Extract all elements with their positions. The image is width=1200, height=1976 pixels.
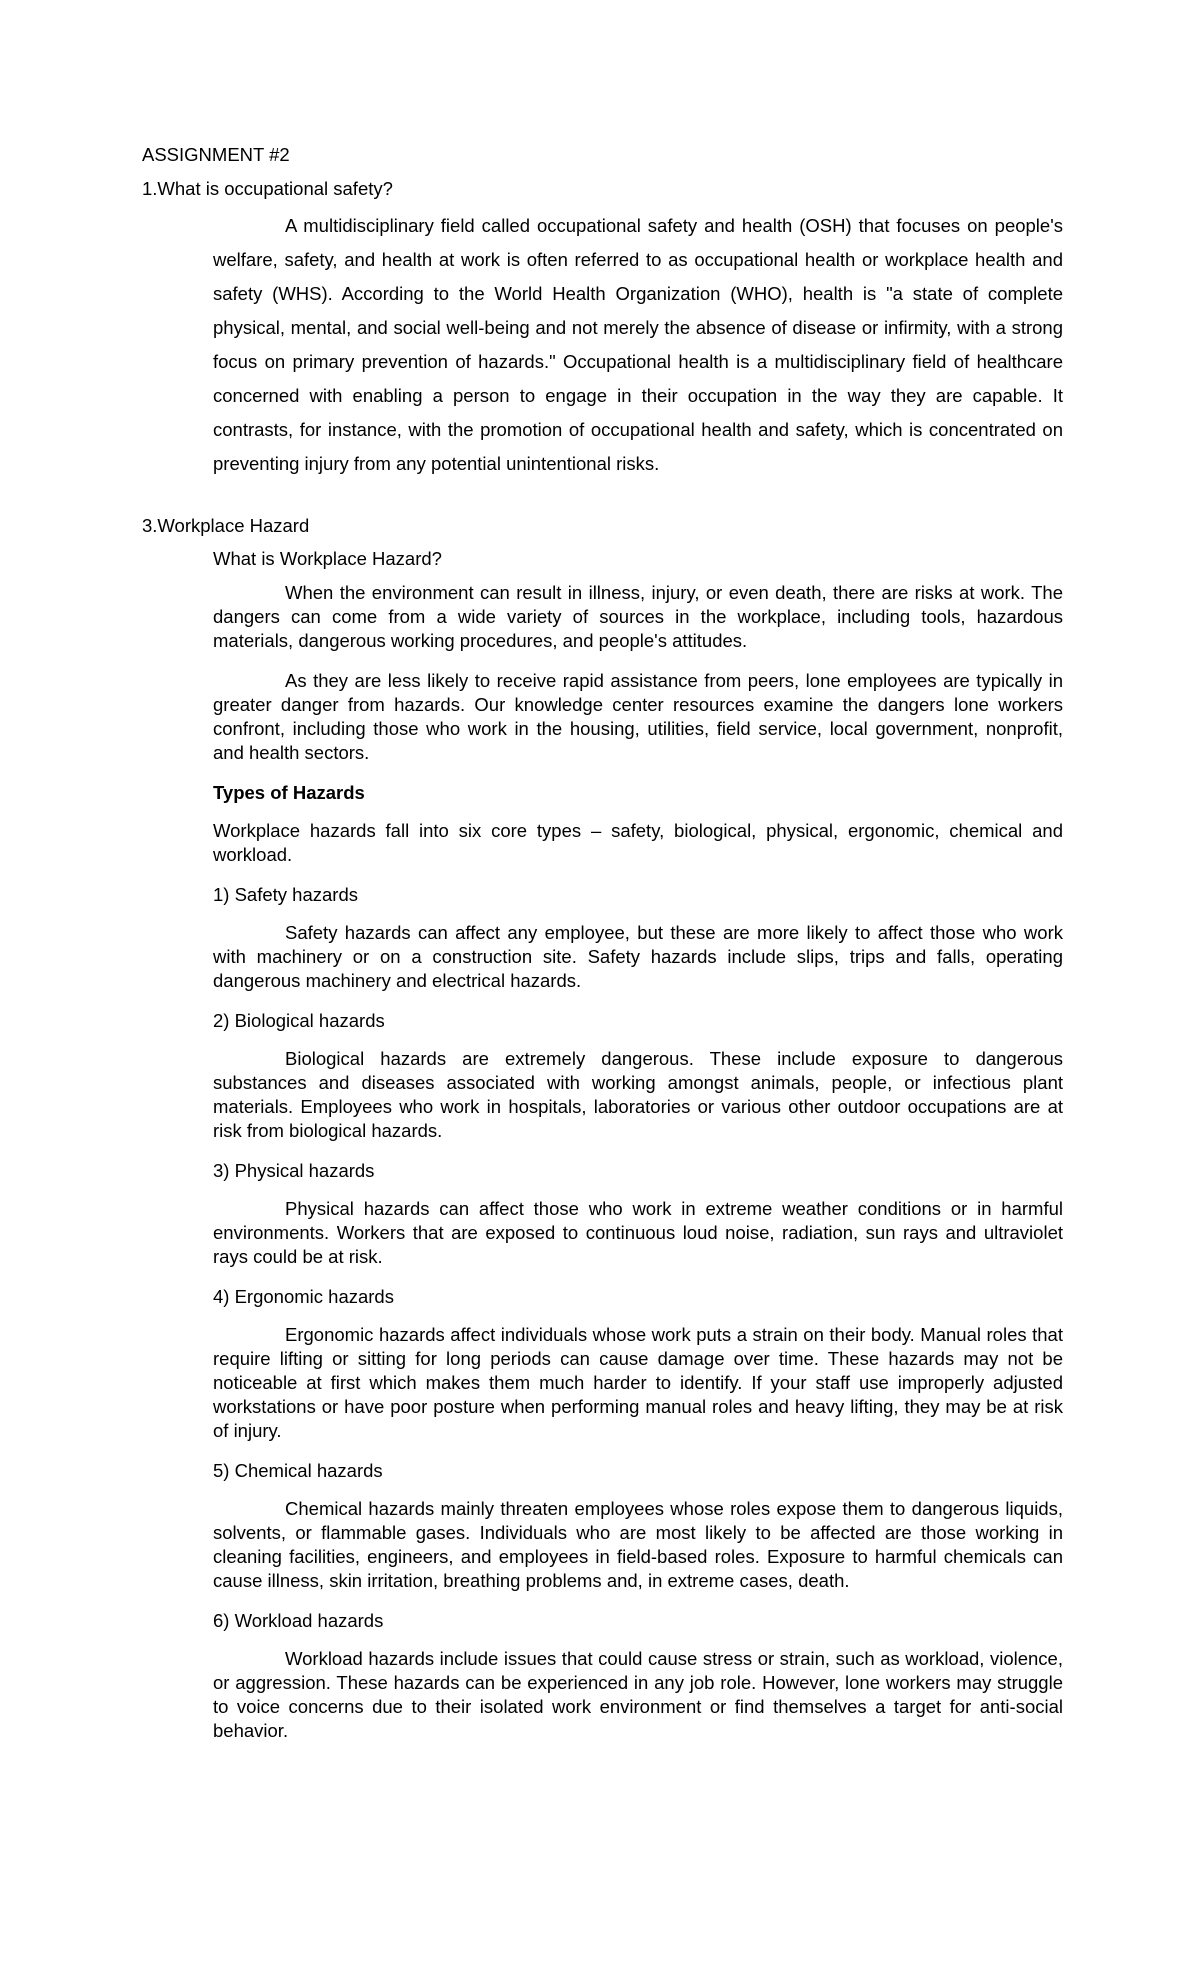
question-3-heading: 3.Workplace Hazard <box>142 515 310 536</box>
hazard-type-heading: 6) Workload hazards <box>213 1610 384 1631</box>
types-of-hazards-heading: Types of Hazards <box>213 782 365 803</box>
hazard-type-heading: 4) Ergonomic hazards <box>213 1286 394 1307</box>
hazard-paragraph-2: As they are less likely to receive rapid assistance from peers, lone employees are typically in greater danger from hazards. Our knowledge center resources examine the dangers lone workers confront, including those who work in the housing, utilities, field service, local government, nonprofit, and health sectors. <box>213 670 1063 763</box>
hazard-type-text: Physical hazards can affect those who work in extreme weather conditions or in harmful environments. Workers that are exposed to continuous loud noise, radiation, sun rays and ultraviolet rays could be at risk. <box>213 1198 1063 1267</box>
hazard-type-text: Workload hazards include issues that could cause stress or strain, such as workload, violence, or aggression. These hazards can be experienced in any job role. However, lone workers may struggle to voice concerns due to their isolated work environment or find themselves a target for anti-social behavior. <box>213 1648 1063 1741</box>
assignment-title: ASSIGNMENT #2 <box>142 144 290 165</box>
workplace-hazard-subquestion: What is Workplace Hazard? <box>213 548 442 569</box>
hazard-type-heading: 2) Biological hazards <box>213 1010 385 1031</box>
hazard-type-text: Ergonomic hazards affect individuals whose work puts a strain on their body. Manual roles that require lifting or sitting for long periods can cause damage over time. These hazards may not be noticeable at first which makes them much harder to identify. If your staff use improperly adjusted workstations or have poor posture when performing manual roles and heavy lifting, they may be at risk of injury. <box>213 1324 1063 1441</box>
workplace-hazard-section <box>213 547 1063 1759</box>
types-of-hazards-intro: Workplace hazards fall into six core types – safety, biological, physical, ergonomic, chemical and workload. <box>213 820 1063 865</box>
hazard-type-heading: 1) Safety hazards <box>213 884 358 905</box>
hazard-type-text: Safety hazards can affect any employee, but these are more likely to affect those who work with machinery or on a construction site. Safety hazards include slips, trips and falls, operating dangerous machinery and electrical hazards. <box>213 922 1063 991</box>
hazard-type-text: Biological hazards are extremely dangerous. These include exposure to dangerous substances and diseases associated with working amongst animals, people, or infectious plant materials. Employees who work in hospitals, laboratories or various other outdoor occupations are at risk from biological hazards. <box>213 1048 1063 1141</box>
question-1-heading: 1.What is occupational safety? <box>142 178 393 199</box>
hazard-type-heading: 3) Physical hazards <box>213 1160 375 1181</box>
question-1-answer: A multidisciplinary field called occupational safety and health (OSH) that focuses on people's welfare, safety, and health at work is often referred to as occupational health or workplace health and safety (WHS). According to the World Health Organization (WHO), health is "a state of complete physical, mental, and social well-being and not merely the absence of disease or infirmity, with a strong focus on primary prevention of hazards." Occupational health is a multidisciplinary field of healthcare concerned with enabling a person to engage in their occupation in the way they are capable. It contrasts, for instance, with the promotion of occupational health and safety, which is concentrated on preventing injury from any potential unintentional risks. <box>213 215 1063 474</box>
hazard-paragraph-1: When the environment can result in illness, injury, or even death, there are risks at work. The dangers can come from a wide variety of sources in the workplace, including tools, hazardous materials, dangerous working procedures, and people's attitudes. <box>213 582 1063 651</box>
hazard-type-heading: 5) Chemical hazards <box>213 1460 383 1481</box>
hazard-type-text: Chemical hazards mainly threaten employees whose roles expose them to dangerous liquids, solvents, or flammable gases. Individuals who are most likely to be affected are those working in cleaning facilities, engineers, and employees in field-based roles. Exposure to harmful chemicals can cause illness, skin irritation, breathing problems and, in extreme cases, death. <box>213 1498 1063 1591</box>
